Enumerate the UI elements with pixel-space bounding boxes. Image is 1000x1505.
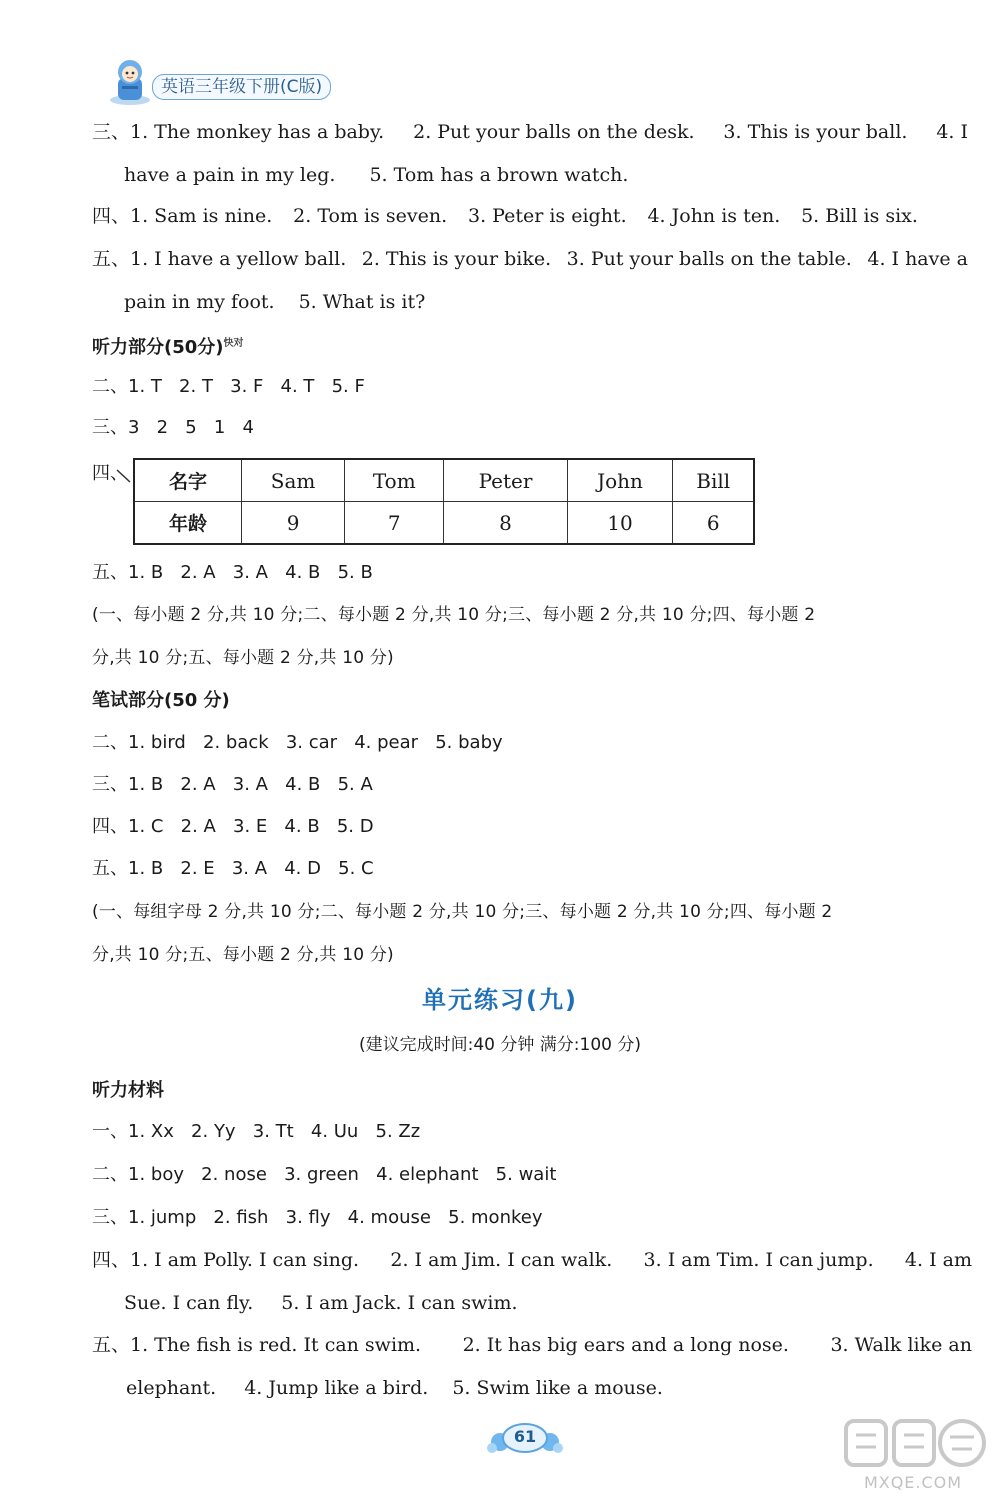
answer-item: 4. I have a <box>867 248 968 270</box>
table-row <box>134 459 754 502</box>
answer-item: 3. I am Tim. I can jump. <box>643 1249 874 1271</box>
answer-line-si <box>92 202 918 230</box>
answer-item: 4. Jump like a bird. <box>244 1377 429 1399</box>
page-number-badge <box>470 1418 580 1458</box>
watermark-logo-icon <box>838 1415 988 1475</box>
answer-item: 4. I am <box>904 1249 972 1271</box>
table-cell: Tom <box>345 459 444 502</box>
materials-heading: 听力材料 <box>92 1080 164 1101</box>
watermark-text: MXQE.COM <box>863 1473 963 1492</box>
listening-san: 三、3 2 5 1 4 <box>92 417 254 438</box>
answer-item: 2. Put your balls on the desk. <box>413 121 695 143</box>
answer-item: 1. I am Polly. I can sing. <box>130 1249 360 1271</box>
answer-item: elephant. <box>126 1377 217 1399</box>
listening-heading <box>92 330 244 358</box>
item-prefix: 五、 <box>92 248 131 270</box>
materials-wu-cont <box>126 1374 663 1402</box>
written-wu: 五、1. B 2. E 3. A 4. D 5. C <box>92 858 374 879</box>
cartoon-kid-icon <box>108 56 154 106</box>
answer-item: 2. This is your bike. <box>361 248 552 270</box>
table-cell: Peter <box>444 459 567 502</box>
stamp-mark: 快对 <box>223 338 244 349</box>
listening-scoring-1: (一、每小题 2 分,共 10 分;二、每小题 2 分,共 10 分;三、每小题 2 分,共 10 分;四、每小题 2 <box>92 605 816 625</box>
written-heading: 笔试部分(50 分) <box>92 690 230 711</box>
unit-title: 单元练习(九) <box>422 986 578 1014</box>
materials-si <box>92 1246 972 1274</box>
answer-item: Sue. I can fly. <box>124 1292 254 1314</box>
item-prefix: 四、 <box>92 205 131 227</box>
answer-item: 4. I <box>936 121 968 143</box>
listening-si-prefix: 四、 <box>92 463 128 484</box>
answer-item: 5. I am Jack. I can swim. <box>281 1292 518 1314</box>
book-title: 英语三年级下册(C版) <box>152 74 331 100</box>
pointer-mark-icon <box>116 468 134 484</box>
answer-line-wu <box>92 245 968 273</box>
answer-item: 1. The monkey has a baby. <box>130 121 385 143</box>
answer-item: have a pain in my leg. <box>124 164 336 186</box>
table-cell: Bill <box>673 459 754 502</box>
page-number: 61 <box>513 1427 537 1446</box>
item-prefix: 三、 <box>92 121 131 143</box>
row-header-age: 年龄 <box>134 502 242 545</box>
written-san: 三、1. B 2. A 3. A 4. B 5. A <box>92 774 373 795</box>
name-age-table <box>133 458 755 545</box>
table-cell: 6 <box>673 502 754 545</box>
table-cell: Sam <box>242 459 345 502</box>
answer-item: 2. It has big ears and a long nose. <box>462 1334 789 1356</box>
materials-si-cont <box>124 1289 518 1317</box>
answer-item: 1. The fish is red. It can swim. <box>130 1334 422 1356</box>
table-cell: 10 <box>567 502 673 545</box>
materials-san: 三、1. jump 2. fish 3. fly 4. mouse 5. monkey <box>92 1207 543 1228</box>
table-cell: John <box>567 459 673 502</box>
answer-item: 3. Put your balls on the table. <box>566 248 852 270</box>
item-prefix: 四、 <box>92 1249 131 1271</box>
table-row <box>134 502 754 545</box>
answer-item: 5. Tom has a brown watch. <box>369 164 629 186</box>
materials-yi: 一、1. Xx 2. Yy 3. Tt 4. Uu 5. Zz <box>92 1121 421 1142</box>
listening-scoring-2: 分,共 10 分;五、每小题 2 分,共 10 分) <box>92 648 394 668</box>
answer-item: 5. What is it? <box>298 291 426 313</box>
written-scoring-1: (一、每组字母 2 分,共 10 分;二、每小题 2 分,共 10 分;三、每小题 2 分,共 10 分;四、每小题 2 <box>92 902 833 922</box>
answer-item: 4. John is ten. <box>647 205 781 227</box>
materials-wu <box>92 1331 972 1359</box>
row-header-name: 名字 <box>134 459 242 502</box>
item-prefix: 五、 <box>92 1334 131 1356</box>
answer-item: 3. Walk like an <box>830 1334 972 1356</box>
answer-item: 5. Bill is six. <box>801 205 918 227</box>
heading-text: 听力部分(50分) <box>92 337 224 358</box>
written-si: 四、1. C 2. A 3. E 4. B 5. D <box>92 816 374 837</box>
listening-wu: 五、1. B 2. A 3. A 4. B 5. B <box>92 562 373 583</box>
watermark <box>838 1415 988 1500</box>
book-header <box>108 56 358 106</box>
answer-line-san-cont <box>124 161 628 189</box>
answer-item: 1. I have a yellow ball. <box>130 248 347 270</box>
answer-item: 3. This is your ball. <box>723 121 908 143</box>
answer-line-san <box>92 118 968 146</box>
answer-item: 1. Sam is nine. <box>130 205 273 227</box>
written-scoring-2: 分,共 10 分;五、每小题 2 分,共 10 分) <box>92 945 394 965</box>
materials-er: 二、1. boy 2. nose 3. green 4. elephant 5. wait <box>92 1164 557 1185</box>
listening-er: 二、1. T 2. T 3. F 4. T 5. F <box>92 376 365 397</box>
table-cell: 9 <box>242 502 345 545</box>
answer-item: 2. Tom is seven. <box>293 205 448 227</box>
answer-item: 5. Swim like a mouse. <box>452 1377 663 1399</box>
answer-item: 3. Peter is eight. <box>468 205 627 227</box>
answer-item: pain in my foot. <box>124 291 275 313</box>
unit-subtitle: (建议完成时间:40 分钟 满分:100 分) <box>358 1035 641 1055</box>
table-cell: 7 <box>345 502 444 545</box>
written-er: 二、1. bird 2. back 3. car 4. pear 5. baby <box>92 732 503 753</box>
answer-line-wu-cont <box>124 288 425 316</box>
answer-item: 2. I am Jim. I can walk. <box>390 1249 613 1271</box>
table-cell: 8 <box>444 502 567 545</box>
